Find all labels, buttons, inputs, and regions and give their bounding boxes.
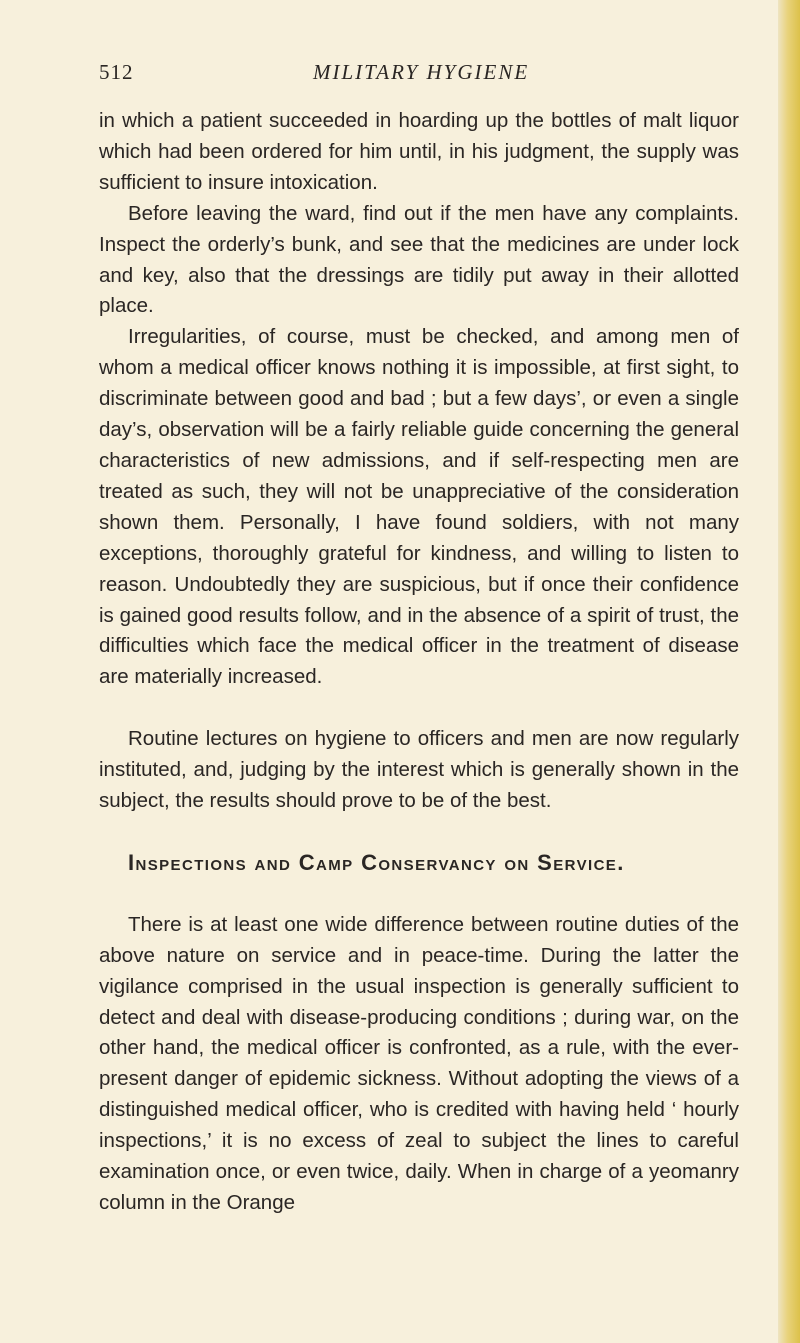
- paragraph-ward-complaints: Before leaving the ward, find out if the men have any complaints. Inspect the orderly’s bunk, and see that the medicines are under lock and key, also that the dressings are tidily put away in their allotted place.: [99, 201, 739, 318]
- paragraph-continuation: in which a patient succeeded in hoarding up the bottles of malt liquor which had been ordered for him until, in his judgment, the supply was sufficient to insure intoxication.: [99, 109, 739, 194]
- page-number: 512: [99, 60, 134, 84]
- page-edge-shading: [778, 0, 800, 1343]
- section-heading: Inspections and Camp Conservancy on Service.: [128, 849, 625, 875]
- body-text: [99, 106, 739, 1219]
- paragraph-routine-lectures: Routine lectures on hygiene to officers and men are now regularly instituted, and, judging by the interest which is generally shown in the subject, the results should prove to be of the best.: [99, 727, 739, 813]
- paragraph-irregularities: Irregularities, of course, must be checked, and among men of whom a medical officer knows nothing it is impossible, at first sight, to discriminate between good and bad ; but a few days’, or even a single day’s, observation will be a fairly reliable guide concerning the general characteristics of new admissions, and if self-respecting men are treated as such, they will not be unappreciative of the consideration shown them. Personally, I have found soldiers, with not many exceptions, thoroughly grateful for kindness, and willing to listen to reason. Undoubtedly they are suspicious, but if once their confidence is gained good results follow, and in the absence of a spirit of trust, the difficulties which face the medical officer in the treatment of disease are materially increased.: [99, 325, 739, 689]
- running-title: MILITARY HYGIENE: [313, 60, 530, 84]
- paragraph-service-inspections: There is at least one wide difference between routine duties of the above nature on service and in peace-time. During the latter the vigilance comprised in the usual inspection is generally sufficient to detect and deal with disease-producing conditions ; during war, on the other hand, the medical officer is confronted, as a rule, with the ever-present danger of epidemic sickness. Without adopting the views of a distinguished medical officer, who is credited with having held ‘ hourly inspections,’ it is no excess of zeal to subject the lines to careful examination once, or even twice, daily. When in charge of a yeomanry column in the Orange: [99, 912, 739, 1214]
- running-head: [99, 60, 739, 90]
